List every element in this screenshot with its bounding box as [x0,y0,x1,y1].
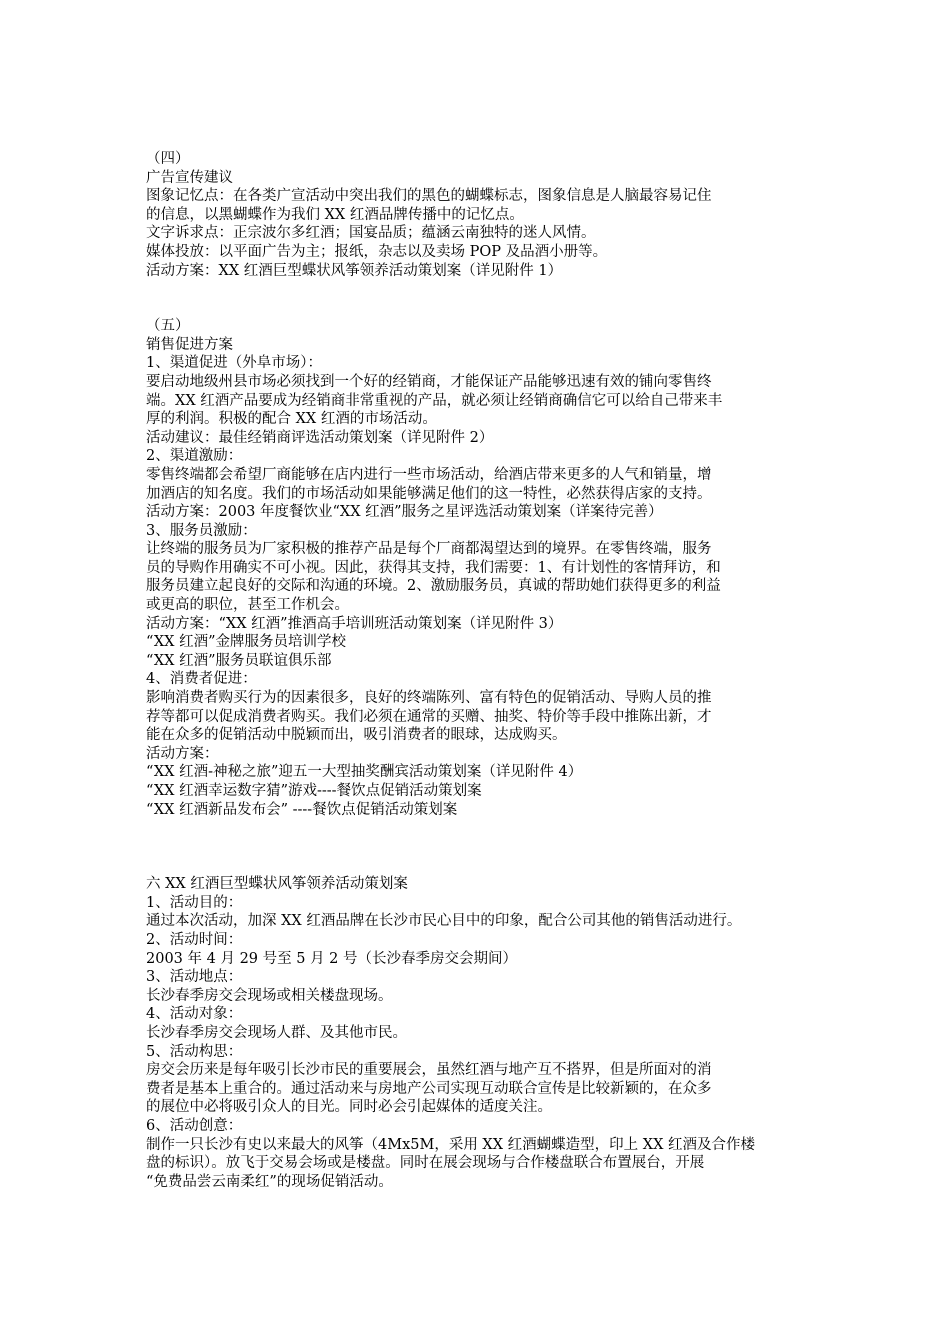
section-5-heading: （五） [146,318,190,335]
paragraph-line: 1、活动目的： [146,894,243,911]
paragraph-line: 3、服务员激励： [146,522,257,539]
paragraph-line: 1、渠道促进（外阜市场）： [146,355,322,372]
paragraph-line: 员的导购作用确实不可小视。因此，获得其支持，我们需要：1、有计划性的客情拜访，和 [146,559,721,576]
paragraph-line: 的展位中必将吸引众人的目光。同时必会引起媒体的适度关注。 [146,1099,552,1116]
paragraph-line: 端。XX 红酒产品要成为经销商非常重视的产品，就必须让经销商确信它可以给自己带来丰 [146,392,723,409]
paragraph-line: 荐等都可以促成消费者购买。我们必须在通常的买赠、抽奖、特价等手段中推陈出新，才 [146,708,712,725]
paragraph-line: 长沙春季房交会现场人群、及其他市民。 [146,1024,407,1041]
paragraph-line: 4、消费者促进： [146,671,257,688]
paragraph-line: “XX 红酒”金牌服务员培训学校 [146,634,346,651]
paragraph-line: 媒体投放：以平面广告为主；报纸，杂志以及卖场 POP 及品酒小册等。 [146,243,608,260]
paragraph-line: 5、活动构思： [146,1043,243,1060]
paragraph-line: 影响消费者购买行为的因素很多，良好的终端陈列、富有特色的促销活动、导购人员的推 [146,690,712,707]
paragraph-line: 制作一只长沙有史以来最大的风筝（4Mx5M，采用 XX 红酒蝴蝶造型，印上 XX 红酒及合作楼 [146,1136,756,1153]
paragraph-line: “XX 红酒-神秘之旅”迎五一大型抽奖酬宾活动策划案（详见附件 4） [146,764,583,781]
section-4 [146,150,826,280]
section-spacer [146,280,826,317]
paragraph-line: 加酒店的知名度。我们的市场活动如果能够满足他们的这一特性，必然获得店家的支持。 [146,485,712,502]
paragraph-line: 费者是基本上重合的。通过活动来与房地产公司实现互动联合宣传是比较新颖的，在众多 [146,1080,712,1097]
paragraph-line: 图象记忆点：在各类广宣活动中突出我们的黑色的蝴蝶标志，图象信息是人脑最容易记住 [146,188,712,205]
paragraph-line: 2、活动时间： [146,931,243,948]
paragraph-line: “免费品尝云南柔红”的现场促销活动。 [146,1173,393,1190]
section-4-heading: （四） [146,151,190,167]
paragraph-line: 或更高的职位，甚至工作机会。 [146,597,349,614]
paragraph-line: 4、活动对象： [146,1006,243,1023]
paragraph-line: 服务员建立起良好的交际和沟通的环境。2、激励服务员，真诚的帮助她们获得更多的利益 [146,578,721,595]
paragraph-line: 活动方案：XX 红酒巨型蝶状风筝领养活动策划案（详见附件 1） [146,262,563,279]
paragraph-line: 长沙春季房交会现场或相关楼盘现场。 [146,987,393,1004]
paragraph-line: “XX 红酒新品发布会” ----餐饮点促销活动策划案 [146,801,458,818]
paragraph-line: “XX 红酒”服务员联谊俱乐部 [146,652,332,669]
paragraph-line: 盘的标识）。放飞于交易会场或是楼盘。同时在展会现场与合作楼盘联合布置展台，开展 [146,1155,705,1172]
section-4-title: 广告宣传建议 [146,169,233,186]
document-body [146,150,826,1191]
section-5-title: 销售促进方案 [146,336,233,353]
paragraph-line: 的信息，以黑蝴蝶作为我们 XX 红酒品牌传播中的记忆点。 [146,206,524,223]
paragraph-line: 要启动地级州县市场必须找到一个好的经销商，才能保证产品能够迅速有效的铺向零售终 [146,373,712,390]
paragraph-line: 活动建议：最佳经销商评选活动策划案（详见附件 2） [146,429,494,446]
paragraph-line: 活动方案： [146,745,219,762]
paragraph-line: 2、渠道激励： [146,448,243,465]
paragraph-line: “XX 红酒幸运数字猜”游戏----餐饮点促销活动策划案 [146,783,482,799]
paragraph-line: 让终端的服务员为厂家积极的推荐产品是每个厂商都渴望达到的境界。在零售终端，服务 [146,541,712,558]
section-5 [146,317,826,819]
section-spacer [146,819,826,875]
paragraph-line: 3、活动地点： [146,969,243,986]
paragraph-line: 零售终端都会希望厂商能够在店内进行一些市场活动，给酒店带来更多的人气和销量，增 [146,466,712,483]
paragraph-line: 通过本次活动，加深 XX 红酒品牌在长沙市民心目中的印象，配合公司其他的销售活动进行。 [146,913,742,930]
paragraph-line: 房交会历来是每年吸引长沙市民的重要展会，虽然红酒与地产互不搭界，但是所面对的消 [146,1062,712,1079]
section-6 [146,875,826,1191]
paragraph-line: 6、活动创意： [146,1117,243,1134]
paragraph-line: 能在众多的促销活动中脱颖而出，吸引消费者的眼球，达成购买。 [146,727,567,744]
paragraph-line: 活动方案：2003 年度餐饮业“XX 红酒”服务之星评选活动策划案（详案待完善） [146,504,663,521]
paragraph-line: 厚的利润。积极的配合 XX 红酒的市场活动。 [146,411,437,428]
paragraph-line: 文字诉求点：正宗波尔多红酒；国宴品质；蕴涵云南独特的迷人风情。 [146,225,596,242]
section-6-title: 六 XX 红酒巨型蝶状风筝领养活动策划案 [146,876,408,893]
paragraph-line: 活动方案：“XX 红酒”推酒高手培训班活动策划案（详见附件 3） [146,615,563,632]
paragraph-line: 2003 年 4 月 29 号至 5 月 2 号（长沙春季房交会期间） [146,950,518,967]
